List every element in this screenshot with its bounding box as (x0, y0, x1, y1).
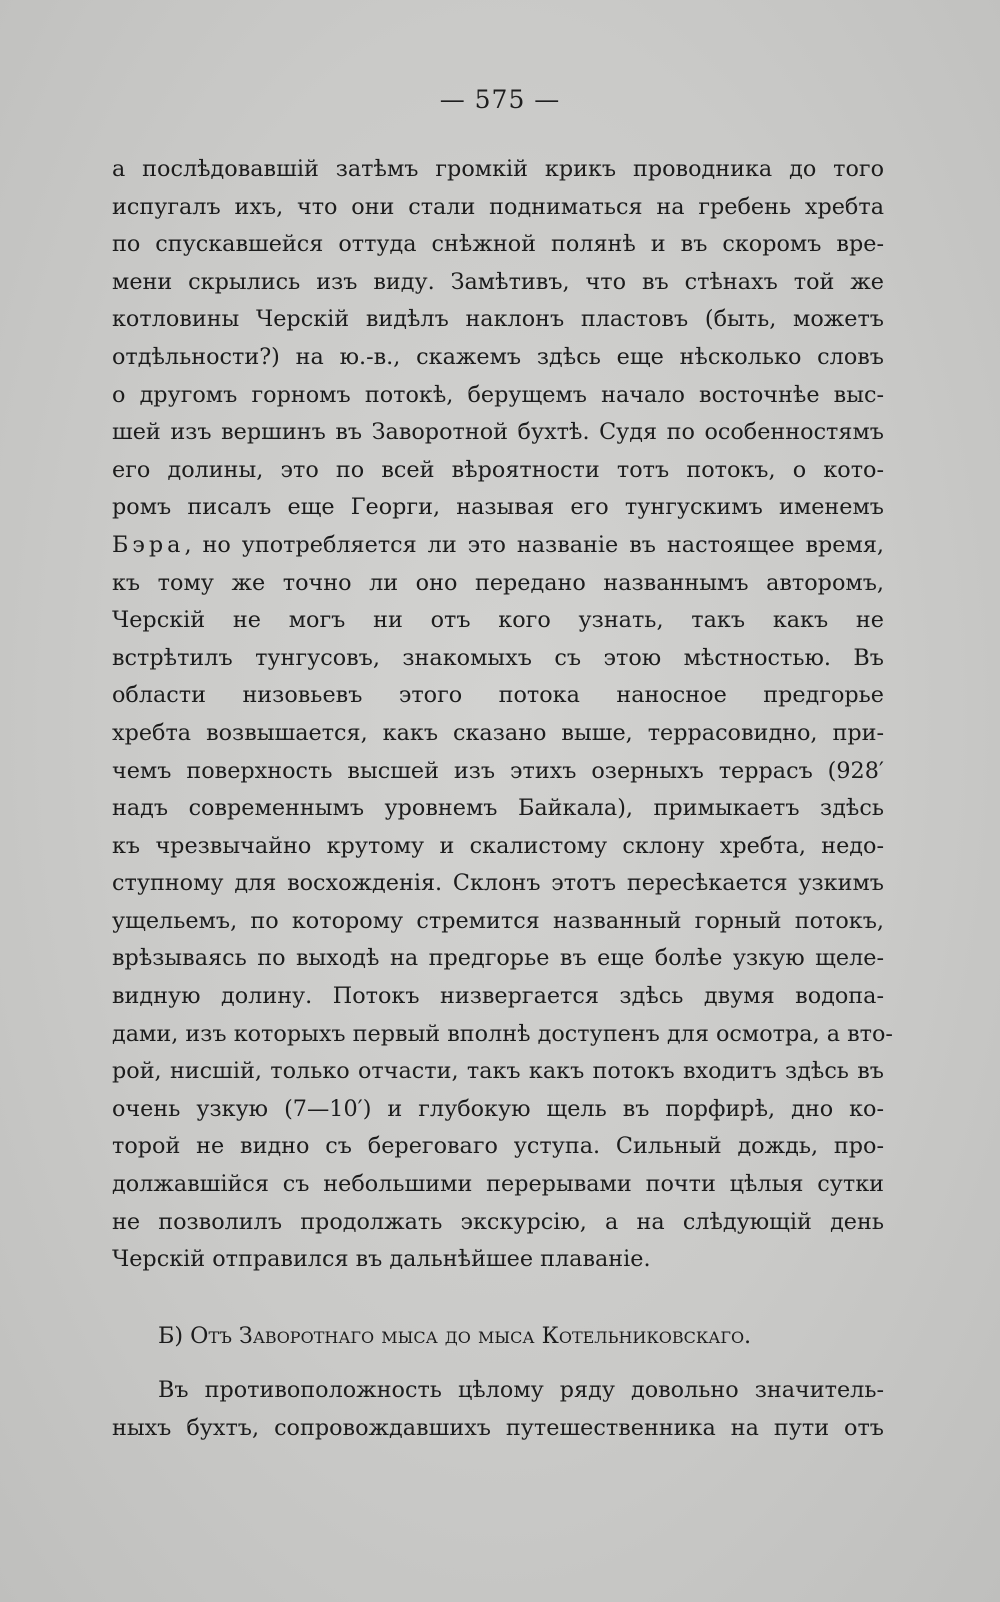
section-heading: Б) Отъ Заворотнаго мыса до мыса Котельниковскаго. (158, 1323, 752, 1349)
text-line: о другомъ горномъ потокѣ, берущемъ начало восточнѣе выс- (112, 381, 884, 408)
text-line: чемъ поверхность высшей изъ этихъ озерныхъ террасъ (928′ (112, 757, 884, 784)
spaced-name: Бэра (112, 531, 185, 558)
text-line-rest: , но употребляется ли это названіе въ настоящее время, (184, 531, 884, 558)
text-line: очень узкую (7—10′) и глубокую щель въ порфирѣ, дно ко- (112, 1095, 884, 1122)
text-line: мени скрылись изъ виду. Замѣтивъ, что въ стѣнахъ той же (112, 268, 884, 295)
text-line: къ тому же точно ли оно передано названнымъ авторомъ, (112, 569, 884, 596)
text-line: къ чрезвычайно крутому и скалистому склону хребта, недо- (112, 832, 884, 859)
text-line: его долины, это по всей вѣроятности тотъ потокъ, о кото- (112, 456, 884, 483)
text-line: торой не видно съ береговаго уступа. Сильный дождь, про- (112, 1133, 884, 1160)
text-line: ступному для восхожденія. Склонъ этотъ пересѣкается узкимъ (112, 870, 884, 897)
text-line: котловины Черскій видѣлъ наклонъ пластовъ (быть, можетъ (112, 306, 884, 333)
text-line: хребта возвышается, какъ сказано выше, террасовидно, при- (112, 719, 884, 746)
page-number: — 575 — (439, 85, 561, 114)
text-line: области низовьевъ этого потока наносное предгорье (112, 682, 884, 709)
text-line: ромъ писалъ еще Георги, называя его тунгускимъ именемъ (112, 494, 884, 521)
text-line: врѣзываясь по выходѣ на предгорье въ еще болѣе узкую щеле- (112, 945, 884, 972)
text-line: отдѣльности?) на ю.-в., скажемъ здѣсь еще нѣсколько словъ (112, 343, 884, 370)
text-line (112, 527, 884, 565)
text-line: Въ противоположность цѣлому ряду довольно значитель- (158, 1377, 884, 1403)
text-line: должавшійся съ небольшими перерывами почти цѣлыя сутки (112, 1171, 884, 1198)
paragraph-main (112, 151, 893, 1279)
text-line: а послѣдовавшій затѣмъ громкій крикъ проводника до того (112, 156, 884, 182)
text-line: по спускавшейся оттуда снѣжной полянѣ и въ скоромъ вре- (112, 231, 884, 258)
text-line: шей изъ вершинъ въ Заворотной бухтѣ. Судя по особенностямъ (112, 419, 884, 446)
text-line: ныхъ бухтъ, сопровождавшихъ путешественника на пути отъ (112, 1414, 884, 1441)
text-line: Черскій отправился въ дальнѣйшее плаваніе. (112, 1246, 651, 1273)
text-line: дами, изъ которыхъ первый вполнѣ доступенъ для осмотра, а вто- (112, 1020, 893, 1047)
text-line: видную долину. Потокъ низвергается здѣсь двумя водопа- (112, 983, 884, 1010)
text-line: не позволилъ продолжать экскурсію, а на слѣдующій день (112, 1208, 884, 1235)
paragraph-next (112, 1372, 884, 1447)
text-line: надъ современнымъ уровнемъ Байкала), примыкаетъ здѣсь (112, 795, 884, 822)
text-line: рой, нисшій, только отчасти, такъ какъ потокъ входитъ здѣсь въ (112, 1058, 884, 1085)
text-line: испугалъ ихъ, что они стали подниматься на гребень хребта (112, 193, 884, 220)
text-line: ущельемъ, по которому стремится названный горный потокъ, (112, 907, 884, 934)
text-line: встрѣтилъ тунгусовъ, знакомыхъ съ этою мѣстностью. Въ (112, 644, 884, 671)
text-line: Черскій не могъ ни отъ кого узнать, такъ какъ не (112, 607, 884, 634)
